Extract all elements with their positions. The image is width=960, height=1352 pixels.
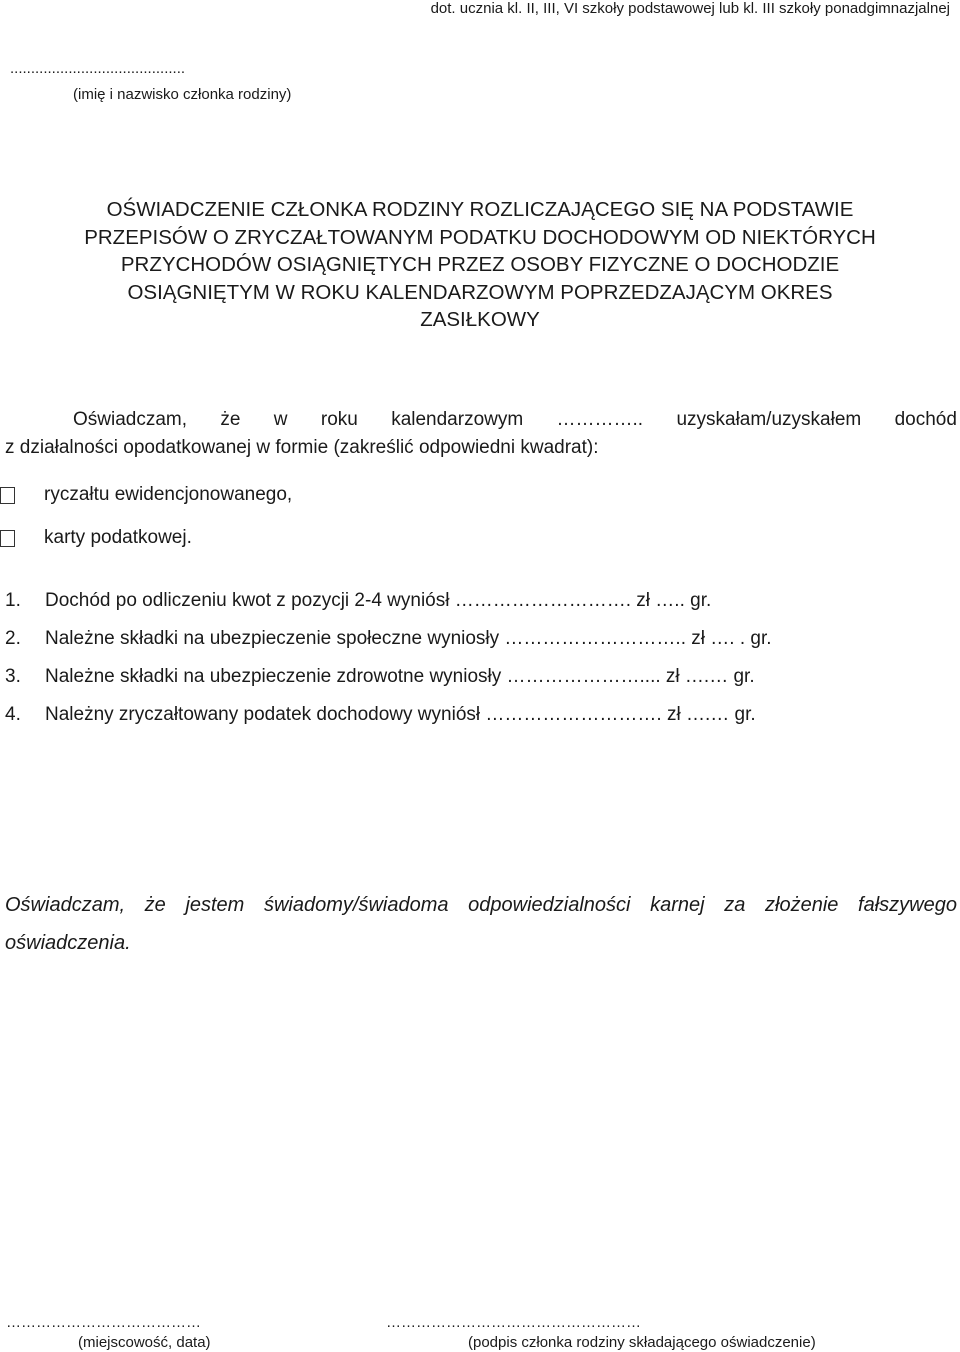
declaration-word: uzyskałam/uzyskałem (676, 409, 862, 430)
title-line: PRZYCHODÓW OSIĄGNIĘTYCH PRZEZ OSOBY FIZYCZNE O DOCHODZIE (120, 253, 840, 276)
declaration-word: kalendarzowym (391, 409, 524, 430)
name-field-dots[interactable]: .......................................... (10, 60, 186, 77)
place-date-caption: (miejscowość, data) (78, 1334, 211, 1351)
checkbox-icon[interactable] (0, 487, 15, 504)
year-field[interactable]: ………….. (556, 409, 644, 430)
statement-word: że (144, 894, 166, 916)
declaration-word: że (220, 409, 241, 430)
statement-word: odpowiedzialności (468, 894, 631, 916)
declaration-word: dochód (894, 409, 957, 430)
name-field-caption: (imię i nazwisko członka rodziny) (73, 86, 292, 103)
item-number: 4. (5, 704, 21, 725)
checkbox-icon[interactable] (0, 530, 15, 547)
declaration-word: Oświadczam, (73, 409, 188, 430)
item-text: Należny zryczałtowany podatek dochodowy wyniósł ………………………. zł ….… gr. (45, 704, 756, 725)
item-number: 3. (5, 666, 21, 687)
option-tax-card[interactable] (0, 527, 192, 549)
income-item[interactable] (5, 628, 772, 650)
statement-word: Oświadczam, (5, 894, 126, 916)
income-item[interactable] (5, 666, 755, 688)
item-text: Należne składki na ubezpieczenie zdrowotne wyniosły ………………….... zł ….… gr. (45, 666, 755, 687)
declaration-word: roku (320, 409, 358, 430)
income-item[interactable] (5, 704, 756, 726)
statement-word: karnej (650, 894, 705, 916)
liability-statement (5, 886, 957, 962)
signature-caption: (podpis członka rodziny składającego oświadczenie) (468, 1334, 816, 1351)
declaration-word: w (273, 409, 288, 430)
title-line: OŚWIADCZENIE CZŁONKA RODZINY ROZLICZAJĄCEGO SIĘ NA PODSTAWIE (106, 198, 854, 221)
declaration-paragraph (5, 406, 957, 462)
declaration-line-1 (5, 406, 957, 434)
item-text: Dochód po odliczeniu kwot z pozycji 2-4 wyniósł ………………………. zł ….. gr. (45, 590, 712, 611)
statement-word: za (724, 894, 746, 916)
title-line: PRZEPISÓW O ZRYCZAŁTOWANYM PODATKU DOCHODOWYM OD NIEKTÓRYCH (84, 225, 876, 249)
item-number: 1. (5, 590, 21, 611)
signature-field[interactable]: …………………………………………… (386, 1314, 641, 1331)
item-text: Należne składki na ubezpieczenie społeczne wyniosły ……………………….. zł …. . gr. (45, 628, 772, 649)
item-number: 2. (5, 628, 21, 649)
income-item[interactable] (5, 590, 711, 612)
option-lump-sum[interactable] (0, 484, 292, 506)
declaration-line-2: z działalności opodatkowanej w formie (zakreślić odpowiedni kwadrat): (5, 437, 599, 458)
statement-word: fałszywego (858, 894, 957, 916)
statement-word: świadomy/świadoma (263, 894, 449, 916)
option-label: karty podatkowej. (44, 527, 192, 548)
statement-word: złożenie (765, 894, 839, 916)
document-title (0, 196, 960, 334)
statement-line-2: oświadczenia. (5, 932, 131, 954)
place-date-field[interactable]: ………………………………… (6, 1314, 201, 1331)
title-line: ZASIŁKOWY (420, 308, 540, 331)
header-note: dot. ucznia kl. II, III, VI szkoły podstawowej lub kl. III szkoły ponadgimnazjalnej (430, 0, 950, 17)
statement-word: jestem (185, 894, 245, 916)
statement-line-1 (5, 886, 957, 924)
title-line: OSIĄGNIĘTYM W ROKU KALENDARZOWYM POPRZEDZAJĄCYM OKRES (127, 280, 833, 304)
option-label: ryczałtu ewidencjonowanego, (44, 484, 293, 505)
